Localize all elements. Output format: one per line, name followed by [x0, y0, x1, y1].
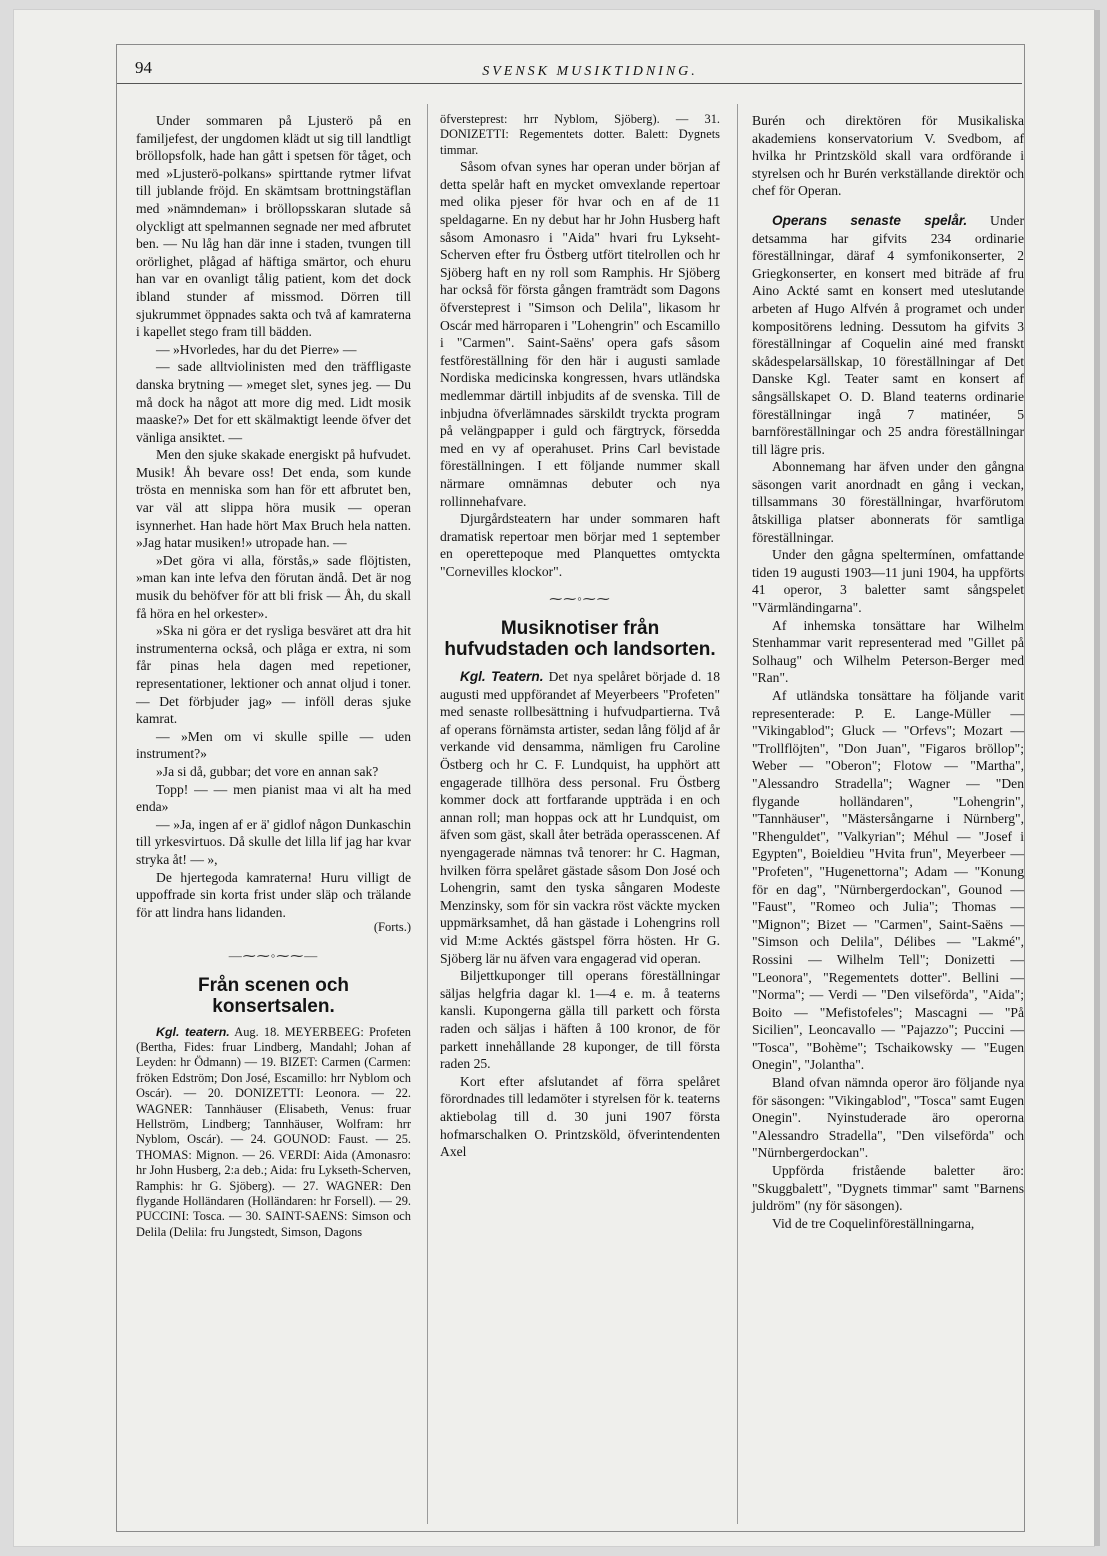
column-divider-2	[737, 104, 738, 1524]
paragraph: Bland ofvan nämnda operor äro följande nya för säsongen: "Vikingablod", "Tosca" samt Eugen Onegin". Nyinstuderade äro operorna "Alessandro Stradella", "Den vilseförda" och "Nürnbergerdockan".	[752, 1075, 1024, 1161]
paragraph	[752, 212, 1024, 458]
paragraph: Af inhemska tonsättare har Wilhelm Stenhammar varit representerad med "Gillet på Solhaug" och Wilhelm Peterson-Berger med "Ran".	[752, 617, 1024, 686]
paragraph: Biljettkuponger till operans föreställningar säljas helgfria dagar kl. 1—4 e. m. å teaterns kansli. Kupongerna gälla till parkett och första raden och säljas i häften å 100 kronor, de för parkett innehållande 28 kuponger, de till första raden 25.	[440, 968, 720, 1072]
paragraph: — »Hvorledes, har du det Pierre» —	[156, 341, 357, 357]
paragraph: Djurgårdsteatern har under sommaren haft dramatisk repertoar men börjar med 1 september en operettepoque med Planquettes omtyckta "Cornevilles klockor".	[440, 511, 720, 579]
paragraph: — »Ja, ingen af er ä' gidlof någon Dunkaschin till yrkesvirtuos. Då skulle det lilla lif jag har kvar stryka åt! — »,	[136, 816, 411, 867]
paragraph-text: Det nya spelåret började d. 18 augusti med uppförandet af Meyerbeers "Profeten" med senaste rollbesättning i hufvudpartierna. Två af operans förnämsta artister, sedan lång följd af år verkande vid densamma, nämligen fru Caroline Östberg och hr C. F. Lundquist, ha upphört att engagerade tillhöra dess personal. Fru Östberg kommer dock att fortfarande uppträda i en och annan roll; man hoppas ock att hr Lundquist, om äfven som gäst, skall åter beträda operasscenen. Af nyengagerade nämnas två tenorer: hr C. Hagman, hvilken förra spelåret gästade såsom Don José och Lohengrin, samt den tyska sångaren Modeste Menzinsky, som för sin vackra röst väckte mycken uppmärksamhet, då han gästade i Lohengrins roll vid M:me Acktés gästspel förra hösten. Hr G. Sjöberg lär nu äfven vara engagerad vid operan.	[440, 669, 720, 966]
paragraph: Under den gågna speltermínen, omfattande tiden 19 augusti 1903—11 juni 1904, ha uppförts 41 operor, 3 baletter samt sångspelet "Värmländingarna".	[752, 547, 1024, 616]
paragraph: Såsom ofvan synes har operan under början af detta spelår haft en mycket omvexlande repertoar med olika pjeser för hvar och en af de 11 speldagarne. En ny debut har hr John Husberg haft såsom Amonasro i "Aida" hvari fru Lykseht-Scherven efter fru Östberg utfört titelrollen och hr Sjöberg haft en ny roll som Ramphis. Hr Sjöberg har också för första gången framträdt som Dagons öfversteprest i "Simson och Delila", likasom hr Oscár med härroparen i "Lohengrin" och Escamillo i "Carmen". Saint-Saëns' opera gafs såsom festföreställning för den här i augusti samlade Nordiska medicinska kongressen, hvars utländska medlemmar därtill inbjudits af de svenska. Till de inbjudna öfverlämnades särskildt tryckta program på velängpapper i guld och färgtryck, försedda med en vy af operahuset. Prins Carl bevistade föreställningen. I ett följande nummer skall närmare omnämnas debuter och nya rollinnehafvare.	[440, 159, 720, 509]
paragraph: »Det göra vi alla, förstås,» sade flöjtisten, »man kan inte lefva den förutan ändå. Det är nog musik du behöfver för att bli frisk — Åh, du skall få höra en hel orkester».	[136, 552, 411, 621]
header-rule	[117, 83, 1022, 84]
column-3	[752, 112, 1024, 1232]
paragraph: Under sommaren på Ljusterö på en familjefest, der ungdomen klädt ut sig till landtligt bröllopsfolk, hade han gått i spetsen för tåget, och med »Ljusterö-polkans» spirttande rytmer lifvat till jublande fröjd. En skämtsam brottningstäflan med »nämndeman» i bröllopsskaran slutade så olyckligt att spelmannen segnade ner med afbrutet ben. — Nu låg han där inne i staden, tvungen till orörlighet, plågad af häftiga smärtor, och ehuru han var en ovanligt tålig patient, kom det dock ibland stunder af missmod. Dörren till sjukrummet öppnades sakta och två af kamraterna i kapellet stego fram till bädden.	[136, 113, 411, 340]
paragraph: »Ska ni göra er det rysliga besväret att dra hit instrumenterna också, och plåga er extra, ni som får pinas hela dagen med repetioner, representationer, lektioner och annat oljud i toner. — Det förbjuder jag» — inföll deras sjuke kamrat.	[136, 623, 411, 727]
column-1	[136, 112, 411, 1240]
paragraph: Af utländska tonsättare ha följande varit representerade: P. E. Lange-Müller — "Vikingablod"; Gluck — "Orfevs"; Mozart — "Trollflöjten", "Don Juan", "Figaros bröllop"; Weber — "Oberon"; Flotow — "Martha", "Alessandro Stradella"; Wagner — "Den flygande holländaren", "Lohengrin", "Tannhäuser", "Mästersångarne i Nürnberg", "Rhenguldet", "Valkyrian"; Méhul — "Josef i Egypten", Boieldieu "Hvita frun", Meyerbeer — "Profeten", "Hugenettorna"; Adam — "Konung för en dag", "Nürnbergerdockan", Gounod — "Faust", "Romeo och Julia"; Thomas — "Mignon"; Bizet — "Carmen", Saint-Saëns — "Simson och Delila", Délibes — "Lakmé", Rossini — Wilhelm Tell"; Donizetti — "Leonora", "Regementets dotter". Bellini — "Norma"; — Verdi — "Den vilseförda", "Aida"; Boito — "Mefistofeles"; Mascagni — "På Sicilien", Leoncavallo — "Pajazzo"; Puccini — "Tosca", "Bohème"; Tschaikowsky — "Eugen Onegin", "Jolantha".	[752, 688, 1024, 1073]
paragraph-text: Under detsamma har gifvits 234 ordinarie föreställningar, däraf 4 symfonikonserter, 2 Griegkonserter, en konsert med biträde af fru Aino Ackté samt en konsert med uteslutande arbeten af Hugo Alfvén å programet och under kompositörens ledning. Dessutom ha gifvits 3 föreställningar af Coquelin ainé med franskt skådespelarsällskap, 10 föreställningar af Det Danske Kgl. Teater samt en konsert af sångsällskapet O. D. Bland teaterns ordinarie föreställningar ingå 7 matinéer, 5 barnföreställningar och 25 andra föreställningar till lägre pris.	[752, 212, 1024, 457]
paragraph: De hjertegoda kamraterna! Huru villigt de uppoffrade sin korta frist under släp och trälande för att lindra hans lidanden.	[136, 869, 411, 920]
run-in-label: Operans senaste spelår.	[772, 212, 968, 228]
running-head: SVENSK MUSIKTIDNING.	[482, 64, 698, 79]
section-heading: Från scenen och konsertsalen.	[198, 974, 349, 1017]
paragraph: Men den sjuke skakade energiskt på hufvudet. Musik! Åh bevare oss! Det enda, som kunde trösta en menniska som han för ett afbrutet ben, var väl att slippa höra musik — operan isynnerhet. Han hade hört Max Bruch hela natten. »Jag hatar musiken!» utropade han. —	[136, 447, 411, 551]
paragraph: — sade alltviolinisten med den träffligaste danska brytning — »meget slet, synes jeg. — Du må dock ha något att more dig med. Lidt mosik maaske?» Det for ett skälmaktigt leende öfver det vänliga ansiktet. —	[136, 359, 411, 445]
paragraph: Kort efter afslutandet af förra spelåret förordnades till ledamöter i styrelsen för k. teaterns aktiebolag till d. 30 juni 1907 första hofmarschalken O. Printzsköld, öfverintendenten Axel	[440, 1073, 720, 1160]
ornament-divider: —⁓⁓◦⁓⁓—	[228, 947, 319, 963]
paragraph: Vid de tre Coquelinföreställningarna,	[772, 1215, 975, 1231]
column-2	[440, 112, 720, 1161]
run-in-label: Kgl. teatern.	[156, 1024, 230, 1039]
page-number: 94	[135, 58, 152, 77]
performance-listing	[136, 1025, 411, 1241]
paragraph: Abonnemang har äfven under den gångna säsongen varit anordnadt en gång i veckan, tillsammans 30 föreställningar, hvarförutom åtskilliga platser abonnerats för samtliga föreställningar.	[752, 459, 1024, 545]
run-in-label: Kgl. Teatern.	[460, 669, 544, 685]
continued-note: (Forts.)	[373, 920, 411, 935]
paragraph	[440, 668, 720, 967]
paragraph: Burén och direktören för Musikaliska akademiens konservatorium V. Svedbom, af hvilka hr Printzsköld skall vara ordförande i styrelsen och hr Burén verkställande direktör och chef för Operan.	[752, 113, 1024, 199]
paragraph: »Ja si då, gubbar; det vore en annan sak?	[156, 763, 379, 779]
paragraph: Uppförda fristående baletter äro: "Skuggbalett", "Dygnets timmar" samt "Barnens juldröm" (ny för säsongen).	[752, 1163, 1024, 1214]
listing-continuation: öfversteprest: hrr Nyblom, Sjöberg). — 31. DONIZETTI: Regementets dotter. Balett: Dygnets timmar.	[440, 112, 720, 157]
ornament-divider: ⁓⁓◦⁓⁓	[549, 591, 611, 607]
listing-text: Aug. 18. MEYERBEEG: Profeten (Bertha, Fides: fruar Lindberg, Mandahl; Johan af Leyden: hr Ödmann) — 19. BIZET: Carmen (Carmen: fröken Edström; Don José, Escamillo: hrr Nyblom och Oscár). — 20. DONIZETTI: Leonora. — 22. WAGNER: Tannhäuser (Elisabeth, Venus: fruar Hellström, Lindberg; Tannhäuser, Wolfram: hrr Nyblom, Oscár). — 24. GOUNOD: Faust. — 25. THOMAS: Mignon. — 26. VERDI: Aida (Amonasro: hr John Husberg, 2:a deb.; Aida: fru Lykseth-Scherven, Ramphis: hr G. Sjöberg). — 27. WAGNER: Den flygande Holländaren (Holländaren: hr Forsell). — 29. PUCCINI: Tosca. — 30. SAINT-SAENS: Simson och Delila (Delila: fru Jungstedt, Simson, Dagons	[136, 1024, 411, 1239]
column-divider-1	[427, 104, 428, 1524]
paragraph: — »Men om vi skulle spille — uden instrument?»	[136, 728, 411, 762]
paragraph: Topp! — — men pianist maa vi alt ha med enda»	[136, 781, 411, 815]
section-heading: Musiknotiser från hufvudstaden och landsorten.	[444, 618, 716, 661]
